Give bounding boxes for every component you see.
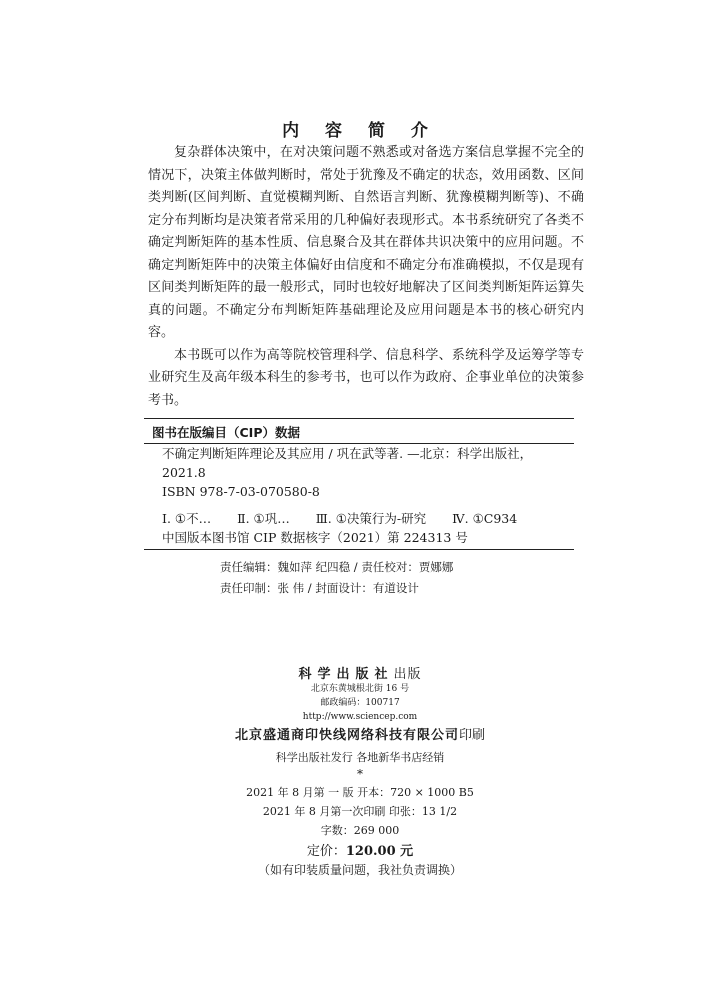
cip-classification	[162, 509, 574, 528]
word-count: 字数：269 000	[320, 824, 400, 837]
cip-class-4: Ⅳ. ①C934	[452, 511, 518, 526]
staff-editors: 责任编辑：魏如萍 纪四稳 / 责任校对：贾娜娜	[220, 560, 454, 574]
cip-class-1: Ⅰ. ①不…	[162, 511, 212, 526]
publisher-url: http://www.sciencep.com	[302, 712, 418, 722]
edition-line-1: 2021 年 8 月第 一 版 开本：720 × 1000 B5	[246, 786, 474, 799]
quality-notice: （如有印装质量问题，我社负责调换）	[257, 863, 462, 877]
separator-star: *	[357, 767, 363, 781]
publisher-postcode: 邮政编码：100717	[320, 698, 400, 708]
publisher-suffix: 出版	[393, 667, 422, 682]
printer-suffix: 印刷	[459, 728, 486, 743]
page-title: 内 容 简 介	[282, 121, 438, 141]
edition-line-2: 2021 年 8 月第一次印刷 印张：13 1/2	[262, 805, 458, 818]
cip-isbn: ISBN 978-7-03-070580-8	[162, 484, 320, 499]
cip-body	[144, 444, 574, 549]
cip-record-number: 中国版本图书馆 CIP 数据核字（2021）第 224313 号	[162, 530, 468, 545]
imprint-block	[0, 663, 720, 878]
cip-block	[144, 418, 574, 550]
staff-credits	[220, 557, 453, 599]
cip-title-line: 不确定判断矩阵理论及其应用 / 巩在武等著. —北京：科学出版社，	[162, 446, 533, 461]
cip-class-2: Ⅱ. ①巩…	[237, 511, 290, 526]
price-value: 120.00 元	[345, 844, 414, 859]
price-line	[0, 840, 720, 859]
distribution-line: 科学出版社发行 各地新华书店经销	[275, 751, 445, 764]
publisher-address: 北京东黄城根北街 16 号	[310, 684, 410, 694]
price-label: 定价：	[306, 844, 346, 859]
summary-section	[148, 142, 584, 412]
cip-class-3: Ⅲ. ①决策行为-研究	[315, 511, 427, 526]
staff-printing: 责任印制：张 伟 / 封面设计：有道设计	[220, 581, 419, 595]
summary-paragraph-2: 本书既可以作为高等院校管理科学、信息科学、系统科学及运筹学等专业研究生及高年级本科生的参考书，也可以作为政府、企事业单位的决策参考书。	[148, 347, 584, 408]
cip-heading: 图书在版编目（CIP）数据	[152, 425, 300, 440]
printer-line	[0, 724, 720, 743]
cip-bottom-rule	[144, 549, 574, 550]
publisher-name: 科学出版社	[298, 667, 394, 682]
cip-year-line: 2021.8	[162, 465, 206, 480]
publisher-line	[0, 663, 720, 682]
printer-name: 北京盛通商印快线网络科技有限公司	[234, 728, 459, 743]
summary-paragraph-1: 复杂群体决策中，在对决策问题不熟悉或对备选方案信息掌握不完全的情况下，决策主体做判断时，常处于犹豫及不确定的状态，效用函数、区间类判断(区间判断、直觉模糊判断、自然语言判断、犹豫模糊判断等)、不确定分布判断均是决策者常采用的几种偏好表现形式。本书系统研究了各类不确定判断矩阵的基本性质、信息聚合及其在群体共识决策中的应用问题。不确定判断矩阵中的决策主体偏好由信度和不确定分布准确模拟，不仅是现有区间类判断矩阵的最一般形式，同时也较好地解决了区间类判断矩阵运算失真的问题。不确定分布判断矩阵基础理论及应用问题是本书的核心研究内容。	[148, 145, 584, 340]
